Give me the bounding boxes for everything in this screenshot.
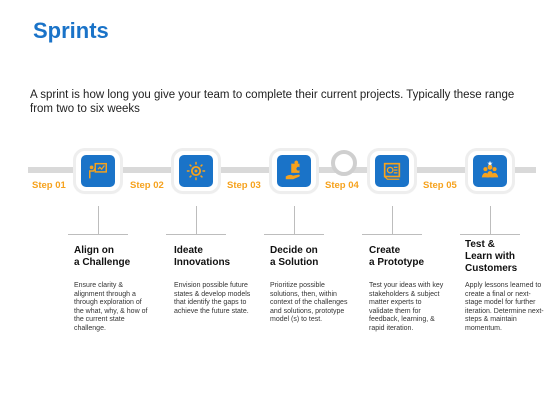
page-title: Sprints bbox=[33, 18, 109, 43]
step-2-connector-h bbox=[166, 234, 226, 235]
step-4-tile bbox=[370, 151, 414, 191]
blueprint-icon bbox=[381, 160, 403, 182]
step-5-connector bbox=[490, 206, 491, 234]
step-1-connector bbox=[98, 206, 99, 234]
step-1-tile bbox=[76, 151, 120, 191]
step-4-description: Test your ideas with key stakeholders & subject matter experts to validate them for feedback, learning, & rapid iteration. bbox=[369, 282, 444, 332]
step-5-tile bbox=[468, 151, 512, 191]
step-4-connector bbox=[392, 206, 393, 234]
team-icon bbox=[479, 160, 501, 182]
step-3-description: Prioritize possible solutions, then, within context of the challenges and solutions, prototype model (s) to test. bbox=[270, 282, 348, 324]
timeline-ring bbox=[331, 150, 357, 176]
step-5-heading: Test & Learn with Customers bbox=[465, 239, 518, 274]
step-3-tile bbox=[272, 151, 316, 191]
puzzle-hand-icon bbox=[283, 160, 305, 182]
step-4-label: Step 04 bbox=[322, 180, 362, 191]
step-2-description: Envision possible future states & develop models that identify the gaps to achieve the future state. bbox=[174, 282, 251, 315]
step-5-connector-h bbox=[460, 234, 520, 235]
intro-text: A sprint is how long you give your team to complete their current projects. Typically these range from two to six weeks bbox=[30, 89, 515, 115]
step-3-connector-h bbox=[264, 234, 324, 235]
step-2-tile bbox=[174, 151, 218, 191]
presentation-icon bbox=[87, 160, 109, 182]
step-2-connector bbox=[196, 206, 197, 234]
step-1-label: Step 01 bbox=[29, 180, 69, 191]
step-5-description: Apply lessons learned to create a final or next-stage model for further iteration. Determine next-steps & maintain momentum. bbox=[465, 282, 544, 332]
step-3-connector bbox=[294, 206, 295, 234]
step-3-heading: Decide on a Solution bbox=[270, 245, 319, 268]
step-4-heading: Create a Prototype bbox=[369, 245, 425, 268]
step-1-heading: Align on a Challenge bbox=[74, 245, 131, 268]
step-4-connector-h bbox=[362, 234, 422, 235]
step-2-label: Step 02 bbox=[127, 180, 167, 191]
step-3-label: Step 03 bbox=[224, 180, 264, 191]
step-1-connector-h bbox=[68, 234, 128, 235]
step-1-description: Ensure clarity & alignment through a through exploration of the what, why, & how of the current state challenge. bbox=[74, 282, 148, 332]
step-2-heading: Ideate Innovations bbox=[174, 245, 231, 268]
step-5-label: Step 05 bbox=[420, 180, 460, 191]
ideas-gear-icon bbox=[185, 160, 207, 182]
